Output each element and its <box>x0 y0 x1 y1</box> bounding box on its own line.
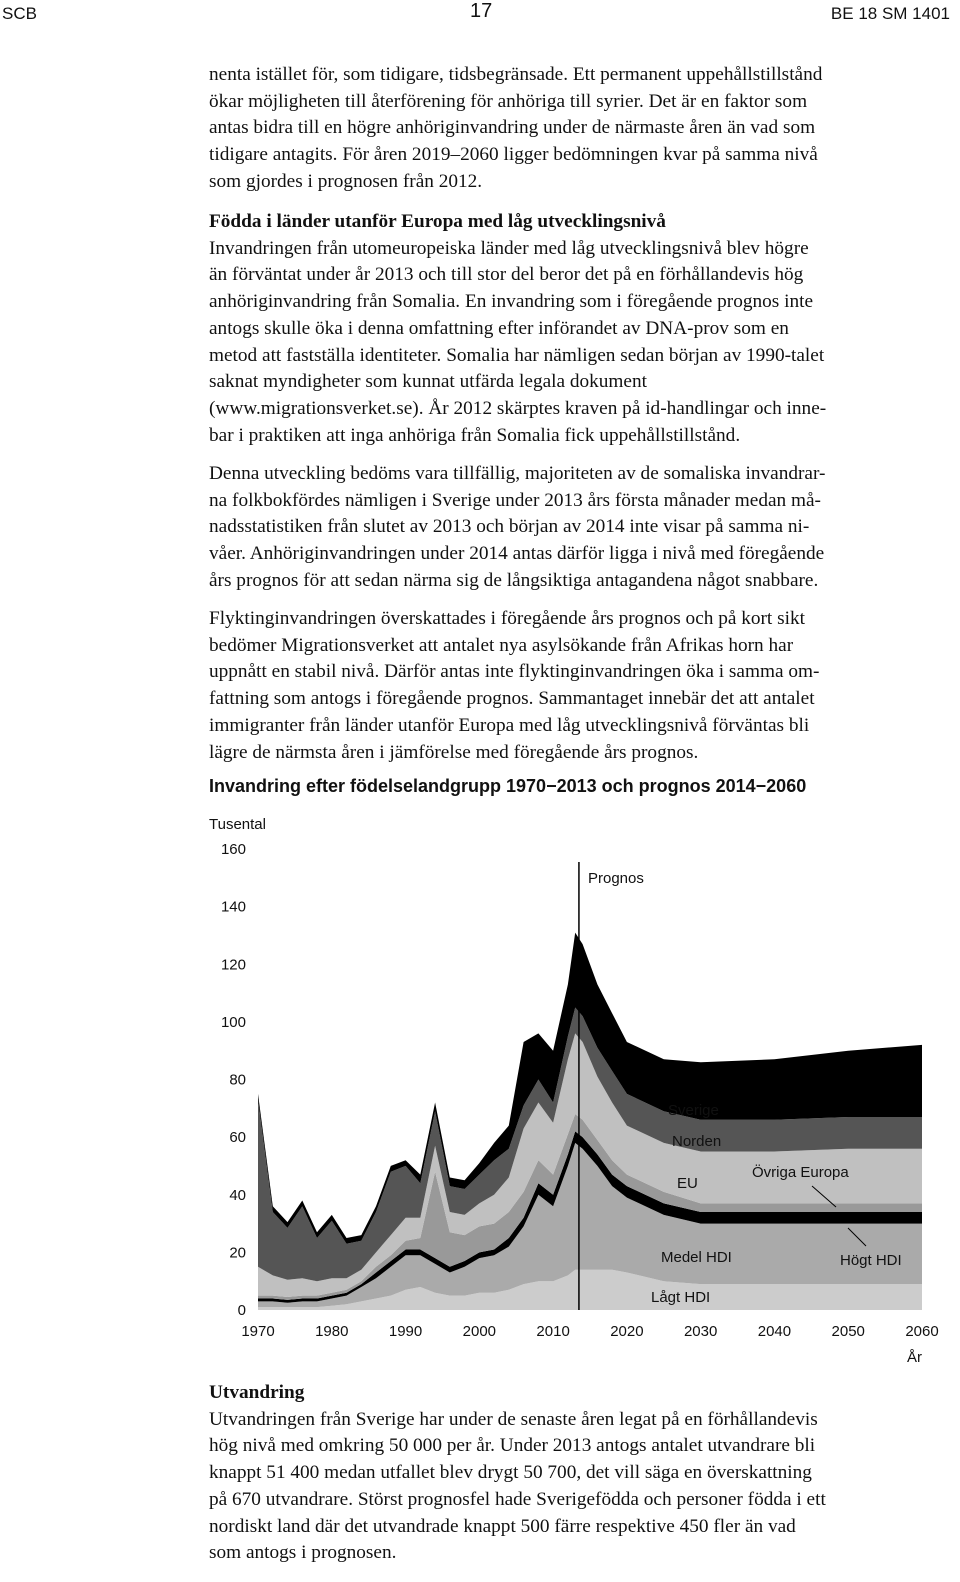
y-tick-label: 0 <box>237 1302 246 1319</box>
y-tick-label: 100 <box>220 1013 246 1031</box>
series-label-lagt-hdi: Lågt HDI <box>651 1289 711 1306</box>
section-utvandring <box>209 1380 949 1567</box>
y-tick-label: 20 <box>229 1244 246 1262</box>
x-tick-label: 1980 <box>315 1323 349 1340</box>
text-line: på 670 utvandrare. Störst prognosfel hade Sverigefödda och personer födda i ett <box>209 1488 826 1510</box>
series-label-medel-hdi: Medel HDI <box>661 1249 732 1266</box>
y-axis-label: Tusental <box>209 816 266 833</box>
x-tick-label: 2020 <box>610 1323 644 1340</box>
y-tick-label: 120 <box>220 956 246 974</box>
text-line: bedömer Migrationsverket att antalet nya asylsökande från Afrikas horn har <box>209 634 794 656</box>
text-line: saknat myndigheter som kunnat utfärda legala dokument <box>209 371 647 393</box>
x-tick-label: 2040 <box>757 1323 792 1340</box>
x-tick-label: 2010 <box>536 1323 570 1340</box>
text-line: nadsstatistiken från slutet av 2013 och början av 2014 inte visar på samma ni- <box>209 516 810 538</box>
text-line: uppnått en stabil nivå. Därför antas inte flyktinginvandringen öka i samma om- <box>209 661 820 683</box>
text-line: som antogs i prognosen. <box>209 1542 397 1564</box>
x-axis-label: År <box>907 1349 922 1366</box>
text-line: fattning som antogs i föregående prognos. Sammantaget innebär det att antalet <box>209 688 815 710</box>
text-line: hög nivå med omkring 50 000 per år. Under 2013 antogs antalet utvandrare bli <box>209 1435 816 1457</box>
y-tick-label: 40 <box>229 1186 246 1204</box>
text-line: knappt 51 400 medan utfallet blev drygt 50 700, det vill säga en överskattning <box>209 1462 812 1484</box>
text-line: tidigare antagits. För åren 2019–2060 ligger bedömningen kvar på samma nivå <box>209 144 818 166</box>
series-label-eu: EU <box>677 1175 698 1192</box>
text-line: våer. Anhöriginvandringen under 2014 antas därför ligga i nivå med föregående <box>209 543 825 565</box>
text-line: Utvandringen från Sverige har under de senaste åren legat på en förhållandevis <box>209 1408 818 1430</box>
text-line: bar i praktiken att inga anhöriga från Somalia fick uppehållstillstånd. <box>209 424 741 446</box>
series-label-ovriga-europa: Övriga Europa <box>752 1164 849 1181</box>
y-tick-label: 80 <box>229 1071 246 1089</box>
text-line: immigranter från länder utanför Europa med låg utvecklingsnivå förväntas bli <box>209 714 810 736</box>
text-line: ökar möjligheten till återförening för anhöriga till syrier. Det är en faktor som <box>209 90 808 112</box>
x-tick-label: 2060 <box>905 1323 939 1340</box>
y-tick-label: 60 <box>229 1129 246 1147</box>
text-line: antas bidra till en högre anhöriginvandring under de närmaste åren än vad som <box>209 117 816 139</box>
y-tick-label: 140 <box>220 898 246 916</box>
header-publisher: SCB <box>2 4 37 23</box>
x-tick-label: 1990 <box>388 1323 423 1340</box>
text-line: Denna utveckling bedöms vara tillfällig, majoriteten av de somaliska invandrar- <box>209 463 826 484</box>
text-line: än förväntat under år 2013 och till stor del beror det på en förhållandevis hög <box>209 264 804 286</box>
x-tick-label: 2050 <box>831 1323 865 1340</box>
text-line: (www.migrationsverket.se). År 2012 skärptes kraven på id-handlingar och inne- <box>209 397 827 419</box>
text-line: anhöriginvandring från Somalia. En invandring som i föregående prognos inte <box>209 291 813 313</box>
header-report-id: BE 18 SM 1401 <box>830 4 950 23</box>
text-line: lägre de närmsta åren i jämförelse med föregående års prognos. <box>209 741 699 763</box>
text-line: antogs skulle öka i denna omfattning efter införandet av DNA-prov som en <box>209 317 789 339</box>
series-label-norden: Norden <box>672 1133 722 1150</box>
section-heading-fodda: Födda i länder utanför Europa med låg utvecklingsnivå <box>209 211 666 232</box>
page-number: 17 <box>470 0 493 22</box>
y-tick-label: 160 <box>220 841 246 858</box>
x-tick-label: 2000 <box>462 1323 497 1340</box>
x-tick-label: 1970 <box>241 1323 275 1340</box>
text-line: metod att fastställa identiteter. Somalia har nämligen sedan början av 1990-talet <box>209 344 825 366</box>
text-line: nenta istället för, som tidigare, tidsbegränsade. Ett permanent uppehållstillstånd <box>209 64 823 85</box>
forecast-label: Prognos <box>588 870 644 887</box>
text-line: Flyktinginvandringen överskattades i föregående års prognos och på kort sikt <box>209 608 805 629</box>
text-line: na folkbokfördes nämligen i Sverige under 2013 års första månader medan må- <box>209 489 821 511</box>
x-tick-label: 2030 <box>683 1323 718 1340</box>
text-line: Invandringen från utomeuropeiska länder med låg utvecklingsnivå blev högre <box>209 237 809 259</box>
text-line: nordiskt land där det utvandrade knappt 500 färre respektive 450 fler än vad <box>209 1515 796 1537</box>
chart-title: Invandring efter födelselandgrupp 1970−2013 och prognos 2014−2060 <box>209 776 807 796</box>
section-heading-utvandring: Utvandring <box>209 1382 305 1403</box>
series-label-sverige: Sverige <box>668 1102 719 1119</box>
text-line: som gjordes i prognosen från 2012. <box>209 170 483 192</box>
series-label-hogt-hdi: Högt HDI <box>840 1252 902 1269</box>
text-line: års prognos för att sedan närma sig de långsiktiga antagandena något snabbare. <box>209 569 819 591</box>
